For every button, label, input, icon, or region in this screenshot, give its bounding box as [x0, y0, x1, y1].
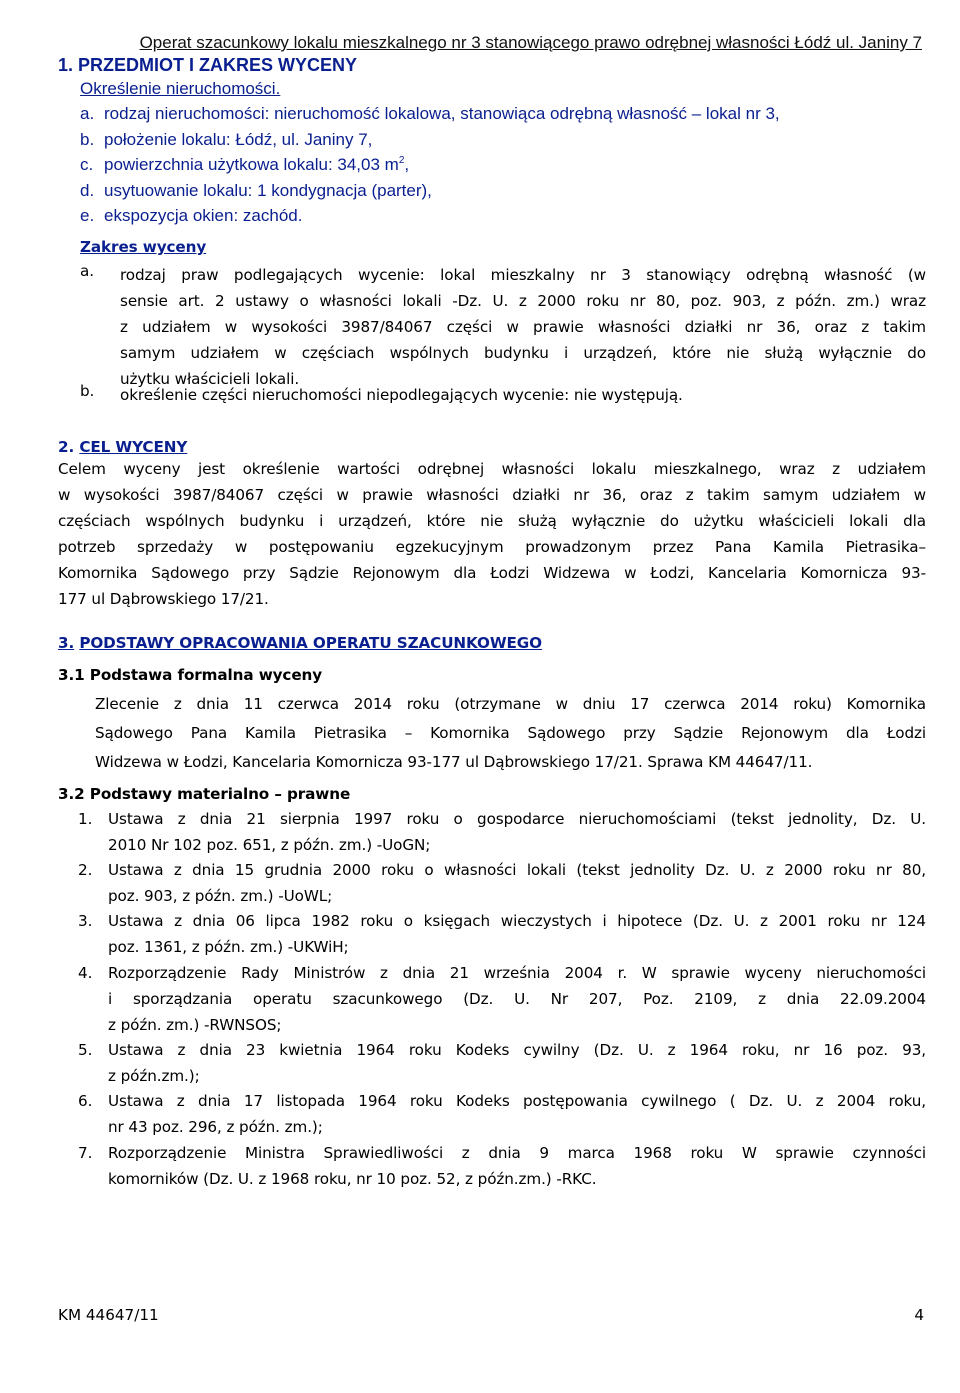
running-header: Operat szacunkowy lokalu mieszkalnego nr 3 stanowiącego prawo odrębnej własności Łódź ul. Janiny 7 [139, 33, 922, 52]
subsection-3-2-heading: 3.2 Podstawy materialno – prawne [58, 785, 351, 803]
section-2-body: Celem wyceny jest określenie wartości odrębnej własności lokalu mieszkalnego, wraz z udziałem w wysokości 3987/84067 części w prawie własności działki nr 36, oraz z takim samym udziałem w częściach wspólnych budynku i urządzeń, które nie służą wyłącznie do użytku właścicieli lokali dla potrzeb sprzedaży w postępowaniu egzekucyjnym prowadzonym przez Pana Kamila Pietrasika– Komornika Sądowego przy Sądzie Rejonowym dla Łodzi Widzewa w Łodzi, Kancelaria Komornicza 93- 177 ul Dąbrowskiego 17/21. [58, 460, 926, 608]
list-item: c. powierzchnia użytkowa lokalu: 34,03 $m^2$, [80, 155, 410, 174]
area-exponent: 2 [398, 155, 405, 166]
document-page: Operat szacunkowy lokalu mieszkalnego nr 3 stanowiącego prawo odrębnej własności Łódź ul. Janiny 7 1. PRZEDMIOT I ZAKRES WYCENY Określenie nieruchomości. a. rodzaj nieruchomości: nieruchomość lokalowa, stanowiąca odrębną własność – lokal nr 3, b. położenie lokalu: Łódź, ul. Janiny 7, c. powierzchnia użytkowa lokalu: 34,03 $m^2$, d. usytuowanie lokalu: 1 kondygnacja (parter), e. ekspozycja okien: zachód. Zakres wyceny a. rodzaj praw podlegających wycenie: lokal mieszkalny nr 3 stanowiący odrębną własność (w sensie art. 2 ustawy o własności lokali -Dz. U. z 2000 roku nr 80, poz. 903, z późn. zm.) wraz z udziałem w wysokości 3987/84067 części w prawie własności działki nr 36, oraz z takim samym udziałem w częściach wspólnych budynku i urządzeń, które nie służą wyłącznie do użytku właścicieli lokali. b. określenie części nieruchomości niepodlegających wycenie: nie występują. 2. CEL WYCENY Celem wyceny jest określenie wartości odrębnej własności lokalu mieszkalnego, wraz z udziałem w wysokości 3987/84067 części w prawie własności działki nr 36, oraz z takim samym udziałem w częściach wspólnych budynku i urządzeń, które nie służą wyłącznie do użytku właścicieli lokali dla potrzeb sprzedaży w postępowaniu egzekucyjnym prowadzonym przez Pana Kamila Pietrasika– Komornika Sądowego przy Sądzie Rejonowym dla Łodzi Widzewa w Łodzi, Kancelaria Komornicza 93- 177 ul Dąbrowskiego 17/21. 3. PODSTAWY OPRACOWANIA OPERATU SZACUNKOWEGO 3.1 Podstawa formalna wyceny Zlecenie z dnia 11 czerwca 2014 roku (otrzymane w dniu 17 czerwca 2014 roku) Komornika Sądowego Pana Kamila Pietrasika – Komornika Sądowego przy Sądzie Rejonowym dla Łodzi Widzewa w Łodzi, Kancelaria Komornicza 93-177 ul Dąbrowskiego 17/21. Sprawa KM 44647/11. 3.2 Podstawy materialno – prawne 1. Ustawa z dnia 21 sierpnia 1997 roku o gospodarce nieruchomościami (tekst jednolity, Dz. U. 2010 Nr 102 poz. 651, z późn. zm.) -UoGN; 2. Ustawa z dnia 15 grudnia 2000 roku o własności lokali (tekst jednolity Dz. U. z 2000 roku nr 80, poz. 903, z późn. zm.) -UoWL; 3. Ustawa z dnia 06 lipca 1982 roku o księgach wieczystych i hipotece (Dz. U. z 2001 roku nr 124 poz. 1361, z późn. zm.) -UKWiH; 4. Rozporządzenie Rady Ministrów z dnia 21 września 2004 r. W sprawie wyceny nieruchomości i sporządzania operatu szacunkowego (Dz. U. Nr 207, Poz. 2109, z dnia 22.09.2004 z późn. zm.) -RWNSOS; 5. Ustawa z dnia 23 kwietnia 1964 roku Kodeks cywilny (Dz. U. z 1964 roku, nr 16 poz. 93, z późn.zm.); 6. Ustawa z dnia 17 listopada 1964 roku Kodeks postępowania cywilnego ( Dz. U. z 2004 roku, nr 43 poz. 296, z późn. zm.); 7. Rozporządzenie Ministra Sprawiedliwości z dnia 9 marca 1968 roku W sprawie czynności komorników (Dz. U. z 1968 roku, nr 10 poz. 52, z późn.zm.) -RKC. KM 44647/11 4 [0, 0, 960, 1393]
section-2-heading: 2. CEL WYCENY [58, 438, 188, 456]
subsection-3-1-body: Zlecenie z dnia 11 czerwca 2014 roku (otrzymane w dniu 17 czerwca 2014 roku) Komornika Sądowego Pana Kamila Pietrasika – Komornika Sądowego przy Sądzie Rejonowym dla Łodzi Widzewa w Łodzi, Kancelaria Komornicza 93-177 ul Dąbrowskiego 17/21. Sprawa KM 44647/11. [95, 695, 926, 771]
subsection-3-1-heading: 3.1 Podstawa formalna wyceny [58, 666, 323, 684]
list-item: d. usytuowanie lokalu: 1 kondygnacja (parter), [80, 180, 432, 200]
section-1-heading: 1. PRZEDMIOT I ZAKRES WYCENY [58, 55, 358, 75]
property-list [80, 101, 780, 229]
property-subheading: Określenie nieruchomości. [80, 79, 281, 98]
list-item: e. ekspozycja okien: zachód. [80, 206, 303, 225]
list-item: b. położenie lokalu: Łódź, ul. Janiny 7, [80, 129, 373, 149]
list-item: a. rodzaj nieruchomości: nieruchomość lokalowa, stanowiąca odrębną własność – lokal nr 3, [80, 104, 780, 123]
section-3-heading: 3. PODSTAWY OPRACOWANIA OPERATU SZACUNKOWEGO [58, 634, 542, 652]
footer-case-number: KM 44647/11 [58, 1306, 159, 1324]
scope-heading: Zakres wyceny [80, 238, 207, 256]
footer-page-number: 4 [914, 1306, 924, 1324]
